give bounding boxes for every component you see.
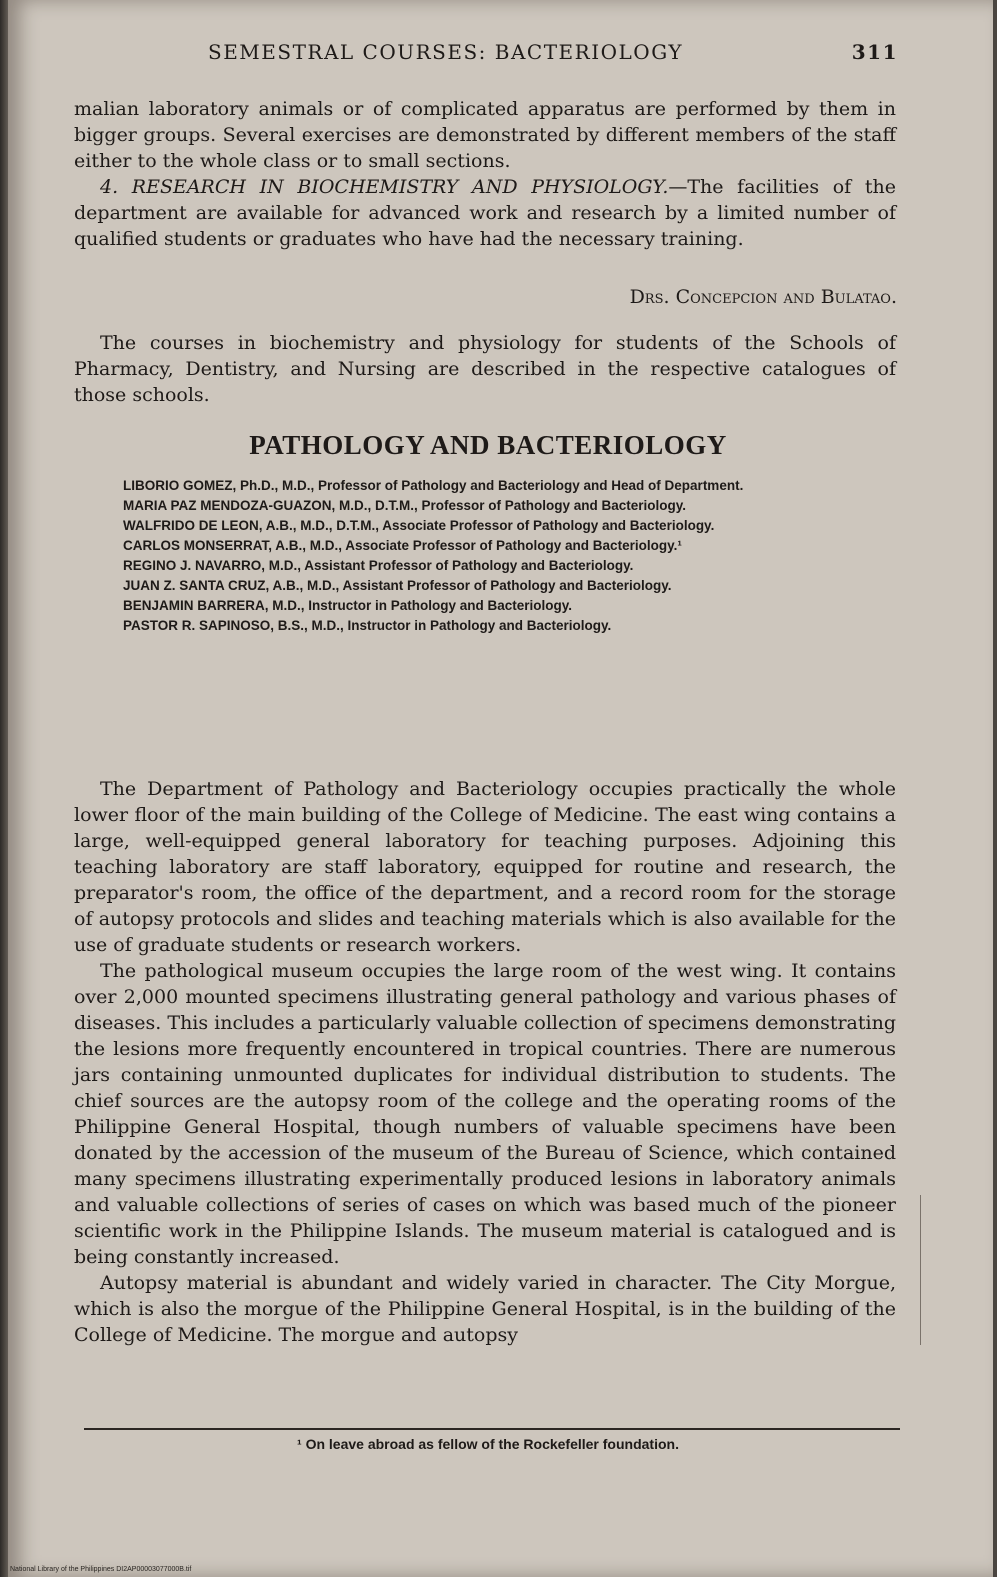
staff-entry: CARLOS MONSERRAT, A.B., M.D., Associate Professor of Pathology and Bacteriology.¹ — [123, 538, 682, 553]
margin-mark — [908, 1195, 921, 1345]
top-text-block — [74, 96, 896, 252]
department-paragraph: The Department of Pathology and Bacteriology occupies practically the whole lower floor of the main building of the College of Medicine. The east wing contains a large, well-equipped general laboratory for teaching purposes. Adjoining this teaching laboratory are staff laboratory, equipped for routine and research, the preparator's room, the office of the department, and a record room for the storage of autopsy protocols and slides and teaching materials which is also available for the use of graduate students or research workers. — [74, 778, 896, 956]
signature: Drs. Concepcion and Bulatao. — [629, 286, 897, 308]
research-paragraph — [74, 174, 896, 252]
schools-note: The courses in biochemistry and physiology for students of the Schools of Pharmacy, Dentistry, and Nursing are described in the respective catalogues of those schools. — [74, 332, 896, 406]
research-text: —The facilities of the department are available for advanced work and research by a limited number of qualified students or graduates who have had the necessary training. — [74, 176, 896, 250]
footnote-rule — [84, 1428, 900, 1430]
staff-entry: PASTOR R. SAPINOSO, B.S., M.D., Instructor in Pathology and Bacteriology. — [123, 618, 612, 633]
museum-paragraph: The pathological museum occupies the large room of the west wing. It contains over 2,000 mounted specimens illustrating general pathology and various phases of diseases. This includes a particularly valuable collection of specimens demonstrating the lesions more frequently encountered in tropical countries. There are numerous jars containing unmounted duplicates for individual distribution to students. The chief sources are the autopsy room of the college and the operating rooms of the Philippine General Hospital, though numbers of valuable specimens have been donated by the accession of the museum of the Bureau of Science, which contained many specimens illustrating experimentally produced lesions in laboratory animals and valuable collections of series of cases on which was based much of the pioneer scientific work in the Philippine Islands. The museum material is catalogued and is being constantly increased. — [74, 960, 896, 1268]
research-heading: 4. RESEARCH IN BIOCHEMISTRY AND PHYSIOLOGY. — [100, 176, 669, 198]
book-page — [8, 0, 993, 1577]
footnote: ¹ On leave abroad as fellow of the Rockefeller foundation. — [297, 1436, 679, 1452]
section-title: PATHOLOGY AND BACTERIOLOGY — [249, 430, 727, 460]
staff-list — [123, 478, 898, 638]
staff-entry: MARIA PAZ MENDOZA-GUAZON, M.D., D.T.M., Professor of Pathology and Bacteriology. — [123, 498, 687, 513]
department-text-block — [74, 776, 896, 1348]
staff-entry: REGINO J. NAVARRO, M.D., Assistant Professor of Pathology and Bacteriology. — [123, 558, 634, 573]
continuation-paragraph: malian laboratory animals or of complicated apparatus are performed by them in bigger groups. Several exercises are demonstrated by different members of the staff either to the whole class or to small sections. — [74, 98, 896, 172]
staff-entry: LIBORIO GOMEZ, Ph.D., M.D., Professor of Pathology and Bacteriology and Head of Department. — [123, 478, 744, 493]
running-title: SEMESTRAL COURSES: BACTERIOLOGY — [208, 40, 684, 64]
autopsy-paragraph: Autopsy material is abundant and widely varied in character. The City Morgue, which is also the morgue of the Philippine General Hospital, is in the building of the College of Medicine. The morgue and autopsy — [74, 1272, 896, 1346]
staff-entry: WALFRIDO DE LEON, A.B., M.D., D.T.M., Associate Professor of Pathology and Bacteriology. — [123, 518, 715, 533]
staff-entry: JUAN Z. SANTA CRUZ, A.B., M.D., Assistant Professor of Pathology and Bacteriology. — [123, 578, 672, 593]
scan-imprint: National Library of the Philippines DI2AP00003077000B.tif — [10, 1566, 192, 1573]
schools-block — [74, 330, 896, 408]
staff-entry: BENJAMIN BARRERA, M.D., Instructor in Pathology and Bacteriology. — [123, 598, 573, 613]
page-number: 311 — [851, 40, 898, 64]
